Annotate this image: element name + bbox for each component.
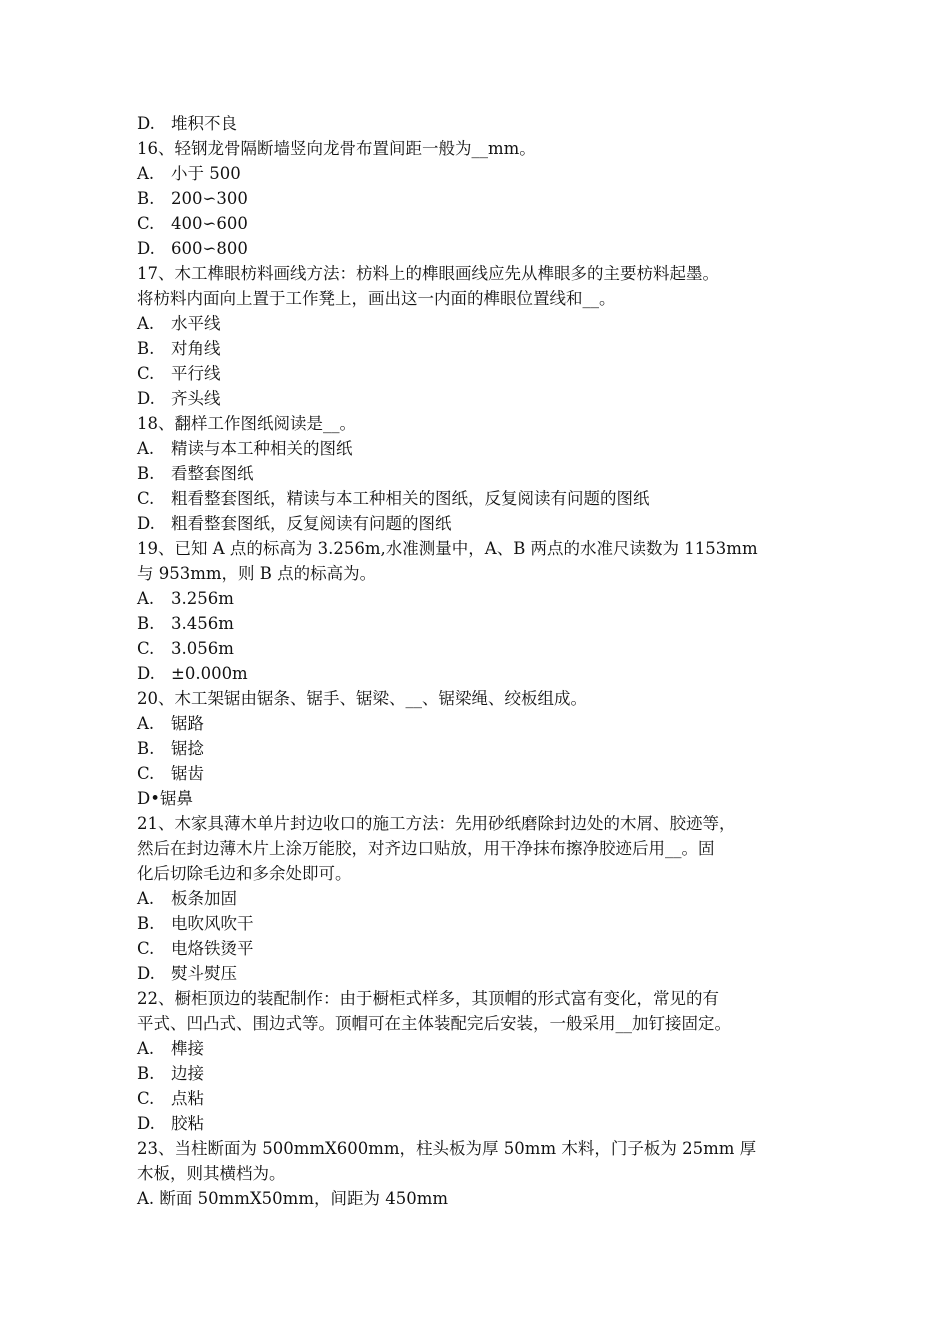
option-letter: C. [137, 1089, 155, 1108]
question-text: D•锯鼻 [137, 789, 193, 808]
answer-option [137, 336, 837, 361]
option-letter: C. [137, 364, 155, 383]
option-letter: C. [137, 939, 155, 958]
answer-option [137, 486, 837, 511]
option-letter: B. [137, 739, 155, 758]
option-letter: C. [137, 489, 155, 508]
option-letter: C. [137, 214, 155, 233]
option-text: ±0.000m [171, 664, 248, 683]
option-text: 3.256m [171, 589, 234, 608]
option-letter: B. [137, 464, 155, 483]
option-text: 边接 [171, 1064, 204, 1083]
question-text: A. 断面 50mmX50mm，间距为 450mm [137, 1189, 449, 1208]
question-text: 22、橱柜顶边的装配制作：由于橱柜式样多，其顶帽的形式富有变化，常见的有 [137, 989, 719, 1008]
option-text: 点粘 [171, 1089, 204, 1108]
option-letter: B. [137, 1064, 155, 1083]
answer-option [137, 1086, 837, 1111]
option-letter: A. [137, 714, 155, 733]
question-text: 17、木工榫眼枋料画线方法：枋料上的榫眼画线应先从榫眼多的主要枋料起墨。 [137, 264, 719, 283]
option-text: 锯捻 [171, 739, 204, 758]
option-letter: A. [137, 164, 155, 183]
option-letter: D. [137, 239, 155, 258]
question-text: 19、已知 A 点的标高为 3.256m,水准测量中，A、B 两点的水准尺读数为 1153mm [137, 539, 758, 558]
option-text: 精读与本工种相关的图纸 [171, 439, 353, 458]
option-text: 粗看整套图纸，反复阅读有问题的图纸 [171, 514, 452, 533]
answer-option [137, 111, 837, 136]
question-text: 16、轻钢龙骨隔断墙竖向龙骨布置间距一般为__mm。 [137, 139, 536, 158]
option-text: 齐头线 [171, 389, 221, 408]
option-text: 锯齿 [171, 764, 204, 783]
answer-option [137, 1061, 837, 1086]
answer-option [137, 511, 837, 536]
option-letter: D. [137, 114, 155, 133]
option-text: 电吹风吹干 [171, 914, 254, 933]
option-text: 平行线 [171, 364, 221, 383]
option-letter: C. [137, 639, 155, 658]
question-text: 然后在封边薄木片上涂万能胶，对齐边口贴放，用干净抹布擦净胶迹后用__。固 [137, 839, 715, 858]
option-letter: B. [137, 914, 155, 933]
option-text: 看整套图纸 [171, 464, 254, 483]
answer-option [137, 761, 837, 786]
answer-option [137, 636, 837, 661]
option-letter: A. [137, 1039, 155, 1058]
option-letter: A. [137, 889, 155, 908]
answer-option [137, 911, 837, 936]
option-text: 粗看整套图纸，精读与本工种相关的图纸，反复阅读有问题的图纸 [171, 489, 650, 508]
option-text: 板条加固 [171, 889, 237, 908]
option-letter: B. [137, 339, 155, 358]
option-text: 电烙铁烫平 [171, 939, 254, 958]
question-text: 23、当柱断面为 500mmX600mm，柱头板为厚 50mm 木料，门子板为 25mm 厚 [137, 1139, 757, 1158]
answer-option [137, 186, 837, 211]
option-text: 锯路 [171, 714, 204, 733]
document-page [137, 111, 837, 1211]
answer-option [137, 661, 837, 686]
option-text: 400∽600 [171, 214, 248, 233]
option-letter: D. [137, 964, 155, 983]
question-text: 21、木家具薄木单片封边收口的施工方法：先用砂纸磨除封边处的木屑、胶迹等， [137, 814, 736, 833]
question-text: 20、木工架锯由锯条、锯手、锯梁、__、锯梁绳、绞板组成。 [137, 689, 587, 708]
question-text: 平式、凹凸式、围边式等。顶帽可在主体装配完后安装，一般采用__加钉接固定。 [137, 1014, 731, 1033]
answer-option [137, 736, 837, 761]
answer-option [137, 936, 837, 961]
answer-option [137, 161, 837, 186]
option-text: 小于 500 [171, 164, 241, 183]
option-text: 600∽800 [171, 239, 248, 258]
option-text: 堆积不良 [171, 114, 237, 133]
question-text: 与 953mm，则 B 点的标高为。 [137, 564, 377, 583]
option-text: 水平线 [171, 314, 221, 333]
answer-option [137, 211, 837, 236]
option-letter: C. [137, 764, 155, 783]
question-text: 化后切除毛边和多余处即可。 [137, 864, 352, 883]
option-letter: D. [137, 514, 155, 533]
option-text: 3.456m [171, 614, 234, 633]
question-text: 将枋料内面向上置于工作凳上，画出这一内面的榫眼位置线和__。 [137, 289, 616, 308]
option-letter: A. [137, 314, 155, 333]
option-letter: B. [137, 189, 155, 208]
answer-option [137, 1111, 837, 1136]
option-letter: D. [137, 664, 155, 683]
question-text: 18、翻样工作图纸阅读是__。 [137, 414, 356, 433]
answer-option [137, 1036, 837, 1061]
answer-option [137, 711, 837, 736]
option-letter: B. [137, 614, 155, 633]
option-letter: A. [137, 589, 155, 608]
question-text: 木板，则其横档为。 [137, 1164, 286, 1183]
answer-option [137, 436, 837, 461]
answer-option [137, 236, 837, 261]
option-text: 胶粘 [171, 1114, 204, 1133]
answer-option [137, 611, 837, 636]
answer-option [137, 461, 837, 486]
option-letter: A. [137, 439, 155, 458]
answer-option [137, 386, 837, 411]
option-text: 3.056m [171, 639, 234, 658]
option-text: 200∽300 [171, 189, 248, 208]
option-text: 对角线 [171, 339, 221, 358]
option-letter: D. [137, 1114, 155, 1133]
answer-option [137, 361, 837, 386]
option-text: 榫接 [171, 1039, 204, 1058]
answer-option [137, 586, 837, 611]
answer-option [137, 961, 837, 986]
option-letter: D. [137, 389, 155, 408]
answer-option [137, 311, 837, 336]
option-text: 熨斗熨压 [171, 964, 237, 983]
answer-option [137, 886, 837, 911]
